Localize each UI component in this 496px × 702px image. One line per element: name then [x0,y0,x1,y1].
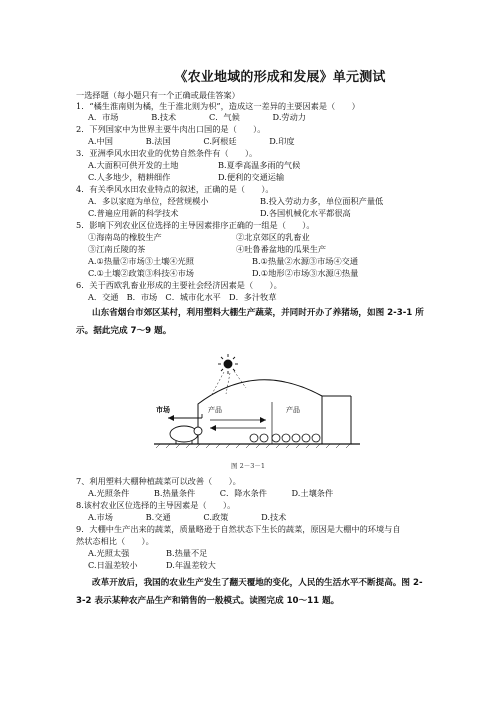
question-9-option-a: A.光照太强 [88,548,130,558]
question-5-stem: 5．影响下列农业区位选择的主导因素排序正确的一组是（ ）。 [76,220,315,230]
question-4-option-c: C.普遍应用新的科学技术 [88,208,179,218]
question-5-item-1: ①海南岛的橡胶生产 [88,232,162,242]
question-5-option-a: A.①热量②市场③土壤④光照 [88,256,194,266]
question-6-options: A．交通 B．市场 C．城市化水平 D．多汁牧草 [88,292,277,302]
market-arrow [168,414,202,421]
question-5-option-b: B.①热量②水源③市场④交通 [252,256,359,266]
question-5-item-2: ②北京郊区的乳畜业 [236,232,310,242]
figure-caption: 图 2－3－1 [231,462,265,470]
question-9-stem-line-2: 然状态相比（ ）。 [76,536,154,546]
question-7-stem: 7、利用塑料大棚种植蔬菜可以改善（ ）。 [76,476,241,486]
question-8-options: A.市场 B.交通 C.政策 D.技术 [88,512,287,522]
question-2-options: A.中国 B.法国 C.阿根廷 D.印度 [88,136,295,146]
ground-hatching [156,444,350,448]
question-3-option-c: C.人多地少，精耕细作 [88,172,171,182]
question-5-option-c: C.①土壤②政策③科技④市场 [88,268,194,278]
question-9-option-d: D.年温差较大 [166,560,216,570]
question-8-stem: 8.该村农业区位选择的主导因素是（ ）。 [76,500,236,510]
question-7-options: A.光照条件 B.热量条件 C．降水条件 D.土壤条件 [88,488,334,498]
question-3-option-d: D.便利的交通运输 [218,172,285,182]
passage-1-line-2: 示。据此完成 7～9 题。 [76,326,172,336]
passage-2-line-2: 3-2 表示某种农产品生产和销售的一般模式。读图完成 10～11 题。 [76,596,340,606]
question-3-stem: 3．亚洲季风水田农业的优势自然条件有（ ）。 [76,148,258,158]
question-5-option-d: D.①地形②市场③水源④热量 [252,268,359,278]
sun-icon [218,354,238,374]
page-title: 《农业地域的形成和发展》单元测试 [174,70,386,85]
question-9-option-c: C.日温差较小 [88,560,138,570]
greenhouse-diagram [146,352,366,452]
question-4-option-b: B.投入劳动力多，单位面积产量低 [260,196,384,206]
figure-greenhouse-pig-farm [146,352,366,452]
pig-icon [170,426,202,444]
label-market: 市场 [156,407,170,414]
question-4-stem: 4．有关季风水田农业特点的叙述，正确的是（ ）。 [76,184,274,194]
label-product-right: 产品 [286,407,300,414]
label-product-left: 产品 [208,407,222,414]
question-3-option-b: B.夏季高温多雨的气候 [218,160,301,170]
passage-1-line-1: 山东省烟台市郊区某村，利用塑料大棚生产蔬菜，并同时开办了养猪场，如图 2-3-1 所 [92,308,424,318]
product-arrows [210,417,266,431]
question-2-stem: 2．下列国家中为世界主要牛肉出口国的是（ ）。 [76,124,266,134]
question-5-item-4: ④吐鲁番盆地的瓜果生产 [236,244,327,254]
question-5-item-3: ③江南丘陵的茶 [88,244,146,254]
question-6-stem: 6．关于西欧乳畜业形成的主要社会经济因素是（ ）。 [76,280,282,290]
question-1-options: A．市场 B.技术 C．气候 D.劳动力 [88,112,306,122]
section-intro: 一选择题（每小题只有一个正确或最佳答案） [76,90,240,100]
question-4-option-a: A．多以家庭为单位，经营规模小 [88,196,209,206]
question-9-stem-line-1: 9．大棚中生产出来的蔬菜，质量略逊于自然状态下生长的蔬菜，原因是大棚中的环境与自 [76,524,401,534]
question-4-option-d: D.各国机械化水平都很高 [260,208,351,218]
question-3-option-a: A.大面积可供开发的土地 [88,160,179,170]
question-9-option-b: B.热量不足 [166,548,208,558]
vegetable-row [250,434,320,442]
passage-2-line-1: 改革开放后，我国的农业生产发生了翻天覆地的变化，人民的生活水平不断提高。图 2- [92,578,423,588]
question-1-stem: 1．“橘生淮南则为橘，生于淮北则为枳”，造成这一差异的主要因素是（ ） [76,101,360,111]
